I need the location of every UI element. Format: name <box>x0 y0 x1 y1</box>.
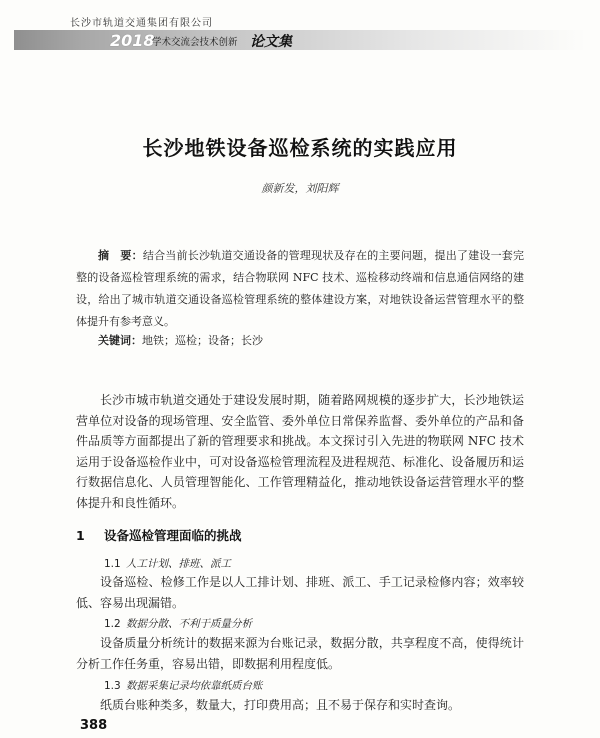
page-number: 388 <box>80 718 108 733</box>
section-title: 设备巡检管理面临的挑战 <box>104 528 242 543</box>
intro-paragraph: 长沙市城市轨道交通处于建设发展时期，随着路网规模的逐步扩大，长沙地铁运营单位对设备的现场管理、安全监管、委外单位日常保养监督、委外单位的产品和备件品质等方面都提出了新的管理要求和挑战。本文探讨引入先进的物联网 NFC 技术运用于设备巡检作业中，可对设备巡检管理流程及进程规范、标准化、设备履历和运行数据信息化、人员管理智能化、工作管理精益化，推动地铁设备运营管理水平的整体提升和良性循环。 <box>76 393 524 510</box>
keywords <box>76 332 524 348</box>
section-heading <box>76 526 242 544</box>
subsection-heading <box>104 556 231 571</box>
abstract-label: 摘 要： <box>98 249 143 262</box>
banner-subtitle: 学术交流会技术创新 <box>152 37 238 48</box>
header-banner <box>14 30 586 50</box>
article-title: 长沙地铁设备巡检系统的实践应用 <box>142 136 458 160</box>
subsection-number: 1.2 <box>104 618 121 630</box>
subsection-title: 数据采集记录均依靠纸质台账 <box>126 680 263 692</box>
keywords-label: 关键词： <box>98 334 142 347</box>
section-number: 1 <box>76 528 85 543</box>
subsection-heading <box>104 616 252 631</box>
subsection-paragraph: 设备巡检、检修工作是以人工排计划、排班、派工、手工记录检修内容；效率较低、容易出现漏错。 <box>76 575 524 610</box>
organization-name: 长沙市轨道交通集团有限公司 <box>70 18 213 29</box>
banner-year: 2018 <box>110 31 155 50</box>
abstract <box>76 245 524 333</box>
subsection-title: 数据分散、不利于质量分析 <box>126 618 252 630</box>
subsection-heading <box>104 678 263 693</box>
subsection-number: 1.1 <box>104 558 121 570</box>
keywords-text: 地铁；巡检；设备；长沙 <box>142 334 263 347</box>
subsection-paragraph: 设备质量分析统计的数据来源为台账记录，数据分散，共享程度不高，使得统计分析工作任务重，容易出错，即数据利用程度低。 <box>76 636 524 671</box>
banner-script-label: 论文集 <box>250 34 292 50</box>
subsection-title: 人工计划、排班、派工 <box>126 558 231 570</box>
article-authors: 颜新发，刘阳辉 <box>261 182 339 195</box>
abstract-text: 结合当前长沙轨道交通设备的管理现状及存在的主要问题，提出了建设一套完整的设备巡检管理系统的需求，结合物联网 NFC 技术、巡检移动终端和信息通信网络的建设，给出了城市轨道交通设备巡检管理系统的整体建设方案，对地铁设备运营管理水平的整体提升有参考意义。 <box>76 249 525 328</box>
subsection-number: 1.3 <box>104 680 121 692</box>
subsection-paragraph: 纸质台账种类多，数量大，打印费用高；且不易于保存和实时查询。 <box>100 698 461 712</box>
